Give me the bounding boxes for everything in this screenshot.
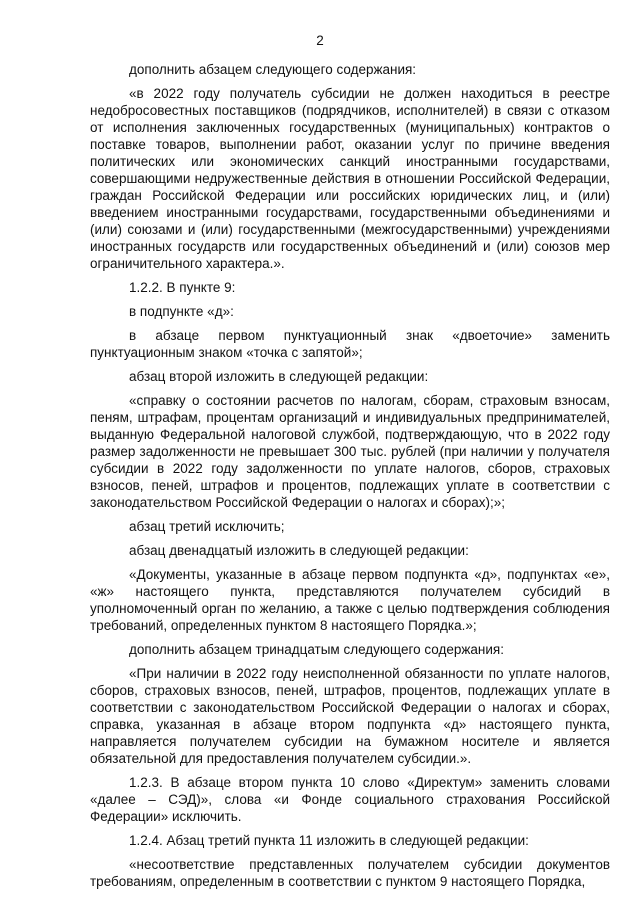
paragraph: абзац второй изложить в следующей редакции: (129, 369, 429, 384)
paragraph: в подпункте «д»: (129, 304, 234, 319)
paragraph: 1.2.2. В пункте 9: (129, 280, 236, 295)
paragraph: дополнить абзацем следующего содержания: (129, 62, 417, 77)
paragraph: «справку о состоянии расчетов по налогам, сборам, страховым взносам, пеням, штрафам, процентам организаций и индивидуальных предпринимателей, выданную Федеральной налоговой службой, подтверждающую, что в 2022 году размер задолженности не превышает 300 тыс. рублей (при наличии у получателя субсидии в 2022 году задолженности по уплате налогов, сборов, страховых взносов, пеней, штрафов и процентов, подлежащих уплате в соответствии с законодательством Российской Федерации о налогах и сборах);»; (90, 393, 610, 510)
page-number: 2 (316, 33, 324, 48)
paragraph: абзац третий исключить; (129, 519, 285, 534)
paragraph: «несоответствие представленных получателем субсидии документов требованиям, определенным в соответствии с пунктом 9 настоящего Порядка, (90, 857, 610, 889)
paragraph: 1.2.4. Абзац третий пункта 11 изложить в следующей редакции: (129, 833, 529, 848)
paragraph: 1.2.3. В абзаце втором пункта 10 слово «Директум» заменить словами «далее – СЭД)», слова «и Фонде социального страхования Российской Федерации» исключить. (90, 775, 610, 824)
paragraph: «При наличии в 2022 году неисполненной обязанности по уплате налогов, сборов, страховых взносов, пеней, штрафов, процентов, подлежащих уплате в соответствии с законодательством Российской Федерации о налогах и сборах, справка, указанная в абзаце втором подпункта «д» настоящего пункта, направляется получателем субсидии на бумажном носителе и является обязательной для предоставления получателем субсидии.». (90, 666, 610, 766)
paragraph: «Документы, указанные в абзаце первом подпункта «д», подпунктах «е», «ж» настоящего пункта, представляются получателем субсидий в уполномоченный орган по желанию, а также с целью подтверждения соблюдения требований, определенных пунктом 8 настоящего Порядка.»; (90, 567, 610, 633)
paragraph: абзац двенадцатый изложить в следующей редакции: (129, 543, 469, 558)
document-body (90, 61, 610, 897)
paragraph: дополнить абзацем тринадцатым следующего содержания: (129, 642, 504, 657)
paragraph: в абзаце первом пунктуационный знак «двоеточие» заменить пунктуационным знаком «точка с запятой»; (90, 328, 610, 360)
paragraph: «в 2022 году получатель субсидии не должен находиться в реестре недобросовестных поставщиков (подрядчиков, исполнителей) в связи с отказом от исполнения заключенных государственных (муниципальных) контрактов о поставке товаров, выполнении работ, оказании услуг по причине введения политических или экономических санкций иностранными государствами, совершающими недружественные действия в отношении Российской Федерации, граждан Российской Федерации или российских юридических лиц, и (или) введением иностранными государствами, государственными объединениями и (или) союзами и (или) государственными (межгосударственными) учреждениями иностранных государств или государственных объединений и (или) союзов мер ограничительного характера.». (90, 86, 610, 271)
